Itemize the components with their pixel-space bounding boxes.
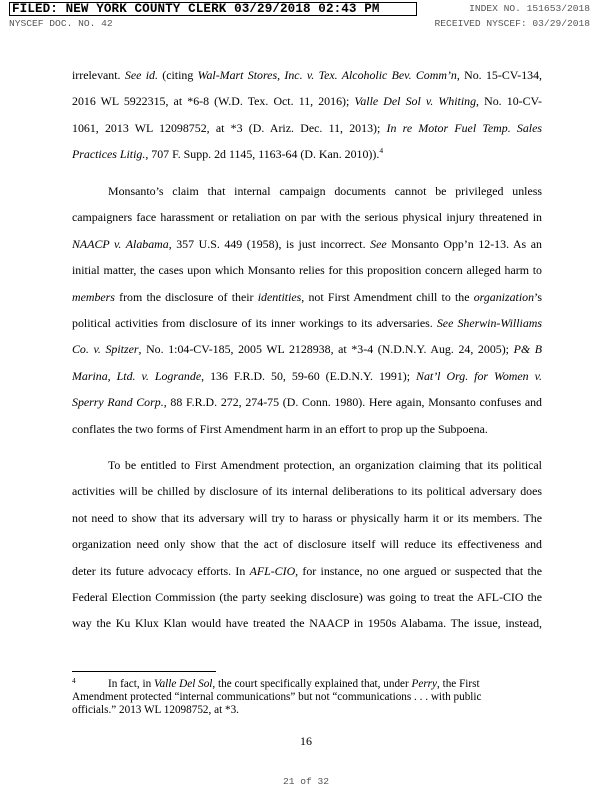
text-line xyxy=(72,88,542,114)
case-citation: Practices Litig. xyxy=(72,147,146,162)
footnote-marker[interactable]: 4 xyxy=(379,146,384,156)
page-number: 16 xyxy=(300,734,312,748)
case-citation: Perry xyxy=(411,678,438,690)
footnote xyxy=(72,678,542,717)
text: , 707 F. Supp. 2d 1145, 1163-64 (D. Kan. 2010)). xyxy=(145,147,380,162)
text: , the First xyxy=(437,678,480,690)
footnote-line: officials.” 2013 WL 12098752, at *3. xyxy=(72,704,239,716)
text-line xyxy=(72,558,542,584)
text: , not First Amendment chill to the xyxy=(301,289,474,304)
case-citation: Sperry Rand Corp. xyxy=(72,395,164,410)
case-citation: Valle Del Sol v. Whiting xyxy=(354,94,477,109)
footnote-line: 4 In fact, in Valle Del Sol, the court specifically explained that, under Perry, the First xyxy=(72,676,480,690)
text: See xyxy=(370,236,387,251)
page-count: 21 of 32 xyxy=(282,776,330,787)
text: , 136 F.R.D. 50, 59-60 (E.D.N.Y. 1991); xyxy=(201,368,417,383)
text: , the court specifically explained that, under xyxy=(212,678,412,690)
footnote-line: Amendment protected “internal communications” but not “communications . . . with public xyxy=(72,691,482,703)
text: 2016 WL 5922315, at *6-8 (W.D. Tex. Oct. 11, 2016); xyxy=(72,94,355,109)
case-citation: In re Motor Fuel Temp. Sales xyxy=(386,120,543,135)
filed-stamp: FILED: NEW YORK COUNTY CLERK 03/29/2018 02:43 PM xyxy=(9,2,417,16)
text: members xyxy=(72,289,115,304)
text-line: way the Ku Klux Klan would have treated the NAACP in 1950s Alabama. The issue, instead, xyxy=(72,616,542,631)
text: (citing xyxy=(157,68,198,82)
index-number: INDEX NO. 151653/2018 xyxy=(469,3,590,14)
text: , No. 1:04-CV-185, 2005 WL 2128938, at *3-4 (N.D.N.Y. Aug. 24, 2005); xyxy=(138,342,514,357)
text-line: Monsanto’s claim that internal campaign documents cannot be privileged unless xyxy=(108,184,542,198)
text: , for instance, no one argued or suspected that the xyxy=(295,563,542,578)
text-line xyxy=(72,231,542,257)
text: 1061, 2013 WL 12098752, at *3 (D. Ariz. Dec. 11, 2013); xyxy=(72,120,387,135)
case-citation: Nat’l Org. for Women v. xyxy=(416,368,542,383)
text: ’s xyxy=(534,289,542,304)
text: , 88 F.R.D. 272, 274-75 (D. Conn. 1980). Here again, Monsanto confuses and xyxy=(163,395,543,410)
text-line xyxy=(72,389,542,415)
paragraph-3 xyxy=(72,452,542,637)
case-citation: Wal-Mart Stores, Inc. v. Tex. Alcoholic Bev. Comm’n xyxy=(197,68,457,82)
text-line: Federal Election Commission (the party seeking disclosure) was going to treat the AFL-CIO the xyxy=(72,589,542,604)
case-citation: See Sherwin-Williams xyxy=(436,315,542,330)
case-citation: AFL-CIO xyxy=(249,563,296,578)
text: organization xyxy=(473,289,535,304)
text-line xyxy=(72,284,542,310)
text-line xyxy=(72,336,542,362)
received-date: RECEIVED NYSCEF: 03/29/2018 xyxy=(434,18,590,29)
text: deter its future advocacy efforts. In xyxy=(72,563,250,578)
text: political activities from disclosure of its inner workings to its adversaries. xyxy=(72,315,437,330)
footnote-divider xyxy=(72,671,216,672)
text: In fact, in xyxy=(108,678,154,690)
text: See id. xyxy=(124,68,158,82)
text: identities xyxy=(257,289,302,304)
case-citation: P& B xyxy=(513,342,543,357)
text: from the disclosure of their xyxy=(114,289,258,304)
text: Monsanto Opp’n 12-13. As an xyxy=(386,236,542,251)
text-line: not need to show that its adversary will try to harass or physically harm it or its members. The xyxy=(72,510,542,525)
text-line: campaigners face harassment or retaliation on par with the serious physical injury threatened in xyxy=(72,210,542,225)
text: irrelevant. xyxy=(72,68,125,82)
text: , No. 10-CV- xyxy=(476,94,542,109)
text-line xyxy=(72,62,542,88)
case-citation: NAACP v. Alabama xyxy=(72,236,169,251)
paragraph-1 xyxy=(72,62,542,168)
text-line: organization need only show that the act of disclosure itself will reduce its effectiveness and xyxy=(72,537,542,552)
case-citation: Marina, Ltd. v. Logrande xyxy=(72,368,202,383)
text-line: initial matter, the cases upon which Monsanto relies for this proposition concern alleged harm to xyxy=(72,263,542,278)
text: , No. 15-CV-134, xyxy=(456,68,543,82)
text: , 357 U.S. 449 (1958), is just incorrect. xyxy=(168,236,371,251)
text-line xyxy=(72,363,542,389)
text-line xyxy=(72,310,542,336)
paragraph-2 xyxy=(72,178,542,442)
text-line: activities will be chilled by disclosure of its internal deliberations to its political adversary does xyxy=(72,484,542,499)
text-line xyxy=(72,141,542,167)
case-citation: Co. v. Spitzer xyxy=(72,342,139,357)
text-line xyxy=(72,115,542,141)
doc-number: NYSCEF DOC. NO. 42 xyxy=(9,18,113,29)
text-line: To be entitled to First Amendment protection, an organization claiming that its political xyxy=(108,458,542,472)
text-line: conflates the two forms of First Amendment harm in an effort to prop up the Subpoena. xyxy=(72,421,488,436)
case-citation: Valle Del Sol xyxy=(153,678,213,690)
